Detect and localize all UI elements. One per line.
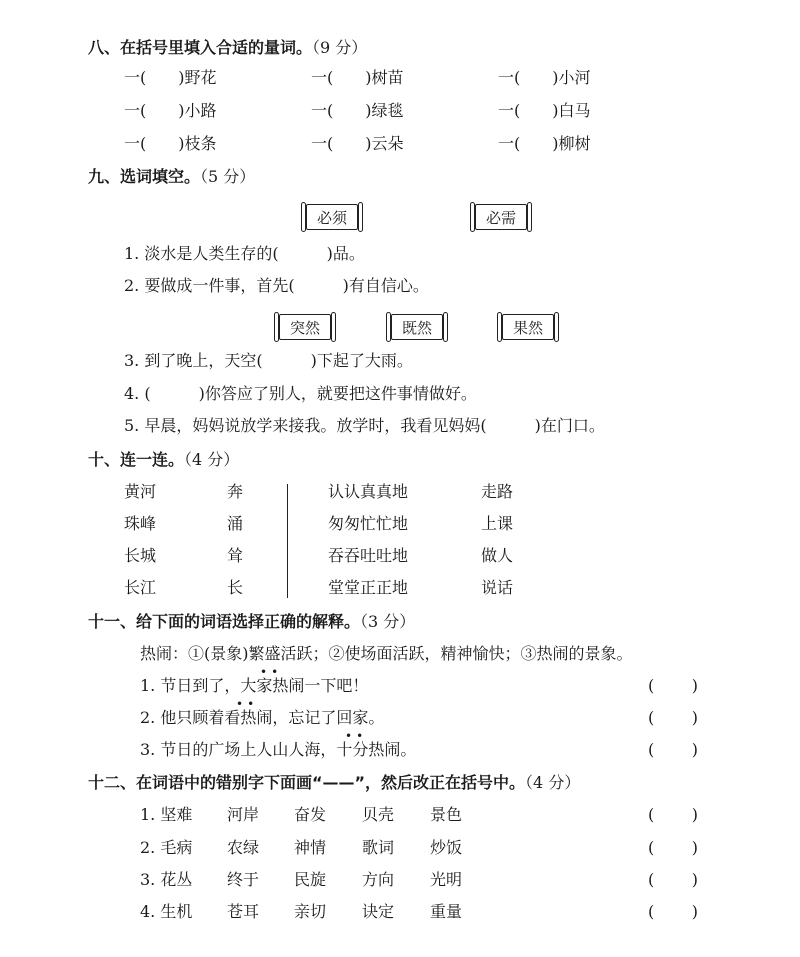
match-word: 匆匆忙忙地 <box>328 514 409 533</box>
word-scroll-jiran: 既然 <box>391 314 443 340</box>
answer-bracket: ( ) <box>648 740 698 759</box>
word-scroll-bixu: 必须 <box>306 204 358 230</box>
fill-question: 3. 到了晚上，天空( )下起了大雨。 <box>124 351 413 370</box>
fill-question: 5. 早晨，妈妈说放学来接我。放学时，我看见妈妈( )在门口。 <box>124 416 605 435</box>
quantifier-item: 一( )小路 <box>124 101 217 120</box>
section-10-heading: 十、连一连。（4 分） <box>88 450 240 469</box>
word-scroll-bixu-need: 必需 <box>475 204 527 230</box>
section-9-heading: 九、选词填空。（5 分） <box>88 167 256 186</box>
choice-question: 2. 他只顾着看热闹，忘记了回家。 <box>140 708 385 727</box>
word-scroll-turan: 突然 <box>279 314 331 340</box>
match-word: 做人 <box>481 546 514 565</box>
answer-bracket: ( ) <box>648 676 698 695</box>
word-cell: 重量 <box>430 902 463 921</box>
word-cell: 炒饭 <box>430 838 463 857</box>
emphasis-dots: •• <box>260 665 283 679</box>
match-word: 说话 <box>481 578 514 597</box>
answer-bracket: ( ) <box>648 902 698 921</box>
quantifier-item: 一( )野花 <box>124 68 217 87</box>
word-cell: 终于 <box>227 870 260 889</box>
match-word: 奔 <box>227 482 244 501</box>
column-divider <box>287 484 288 598</box>
word-cell: 神情 <box>294 838 327 857</box>
emphasis-dots: •• <box>236 697 259 711</box>
match-word: 黄河 <box>124 482 157 501</box>
choice-question: 3. 节日的广场上人山人海，十分热闹。 <box>140 740 417 759</box>
match-word: 长 <box>227 578 244 597</box>
fill-question: 1. 淡水是人类生存的( )品。 <box>124 244 365 263</box>
quantifier-item: 一( )云朵 <box>311 134 404 153</box>
word-cell: 2. 毛病 <box>140 838 193 857</box>
quantifier-item: 一( )白马 <box>498 101 591 120</box>
section-11-heading: 十一、给下面的词语选择正确的解释。（3 分） <box>88 612 416 631</box>
word-cell: 方向 <box>362 870 395 889</box>
match-word: 耸 <box>227 546 244 565</box>
word-cell: 歌词 <box>362 838 395 857</box>
answer-bracket: ( ) <box>648 805 698 824</box>
match-word: 珠峰 <box>124 514 157 533</box>
match-word: 认认真真地 <box>328 482 409 501</box>
match-word: 长江 <box>124 578 157 597</box>
match-word: 吞吞吐吐地 <box>328 546 409 565</box>
word-cell: 亲切 <box>294 902 327 921</box>
match-word: 涌 <box>227 514 244 533</box>
section-12-heading: 十二、在词语中的错别字下面画“——”，然后改正在括号中。（4 分） <box>88 773 581 792</box>
quantifier-item: 一( )枝条 <box>124 134 217 153</box>
word-cell: 农绿 <box>227 838 260 857</box>
choice-question: 1. 节日到了，大家热闹一下吧！ <box>140 676 369 695</box>
match-word: 上课 <box>481 514 514 533</box>
word-cell: 贝壳 <box>362 805 395 824</box>
word-cell: 4. 生机 <box>140 902 193 921</box>
section-8-heading: 八、在括号里填入合适的量词。（9 分） <box>88 38 368 57</box>
quantifier-item: 一( )树苗 <box>311 68 404 87</box>
answer-bracket: ( ) <box>648 870 698 889</box>
word-cell: 1. 坚难 <box>140 805 193 824</box>
quantifier-item: 一( )小河 <box>498 68 591 87</box>
word-scroll-guoran: 果然 <box>502 314 554 340</box>
quantifier-item: 一( )柳树 <box>498 134 591 153</box>
word-cell: 光明 <box>430 870 463 889</box>
word-cell: 奋发 <box>294 805 327 824</box>
definition-text: 热闹：①(景象)繁盛活跃；②使场面活跃，精神愉快；③热闹的景象。 <box>140 644 633 663</box>
match-word: 走路 <box>481 482 514 501</box>
word-cell: 民旋 <box>294 870 327 889</box>
emphasis-dots: •• <box>345 729 368 743</box>
fill-question: 2. 要做成一件事，首先( )有自信心。 <box>124 276 429 295</box>
match-word: 堂堂正正地 <box>328 578 409 597</box>
answer-bracket: ( ) <box>648 838 698 857</box>
quantifier-item: 一( )绿毯 <box>311 101 404 120</box>
match-word: 长城 <box>124 546 157 565</box>
word-cell: 诀定 <box>362 902 395 921</box>
answer-bracket: ( ) <box>648 708 698 727</box>
fill-question: 4. ( )你答应了别人，就要把这件事情做好。 <box>124 384 477 403</box>
word-cell: 苍耳 <box>227 902 260 921</box>
word-cell: 河岸 <box>227 805 260 824</box>
word-cell: 3. 花丛 <box>140 870 193 889</box>
word-cell: 景色 <box>430 805 463 824</box>
